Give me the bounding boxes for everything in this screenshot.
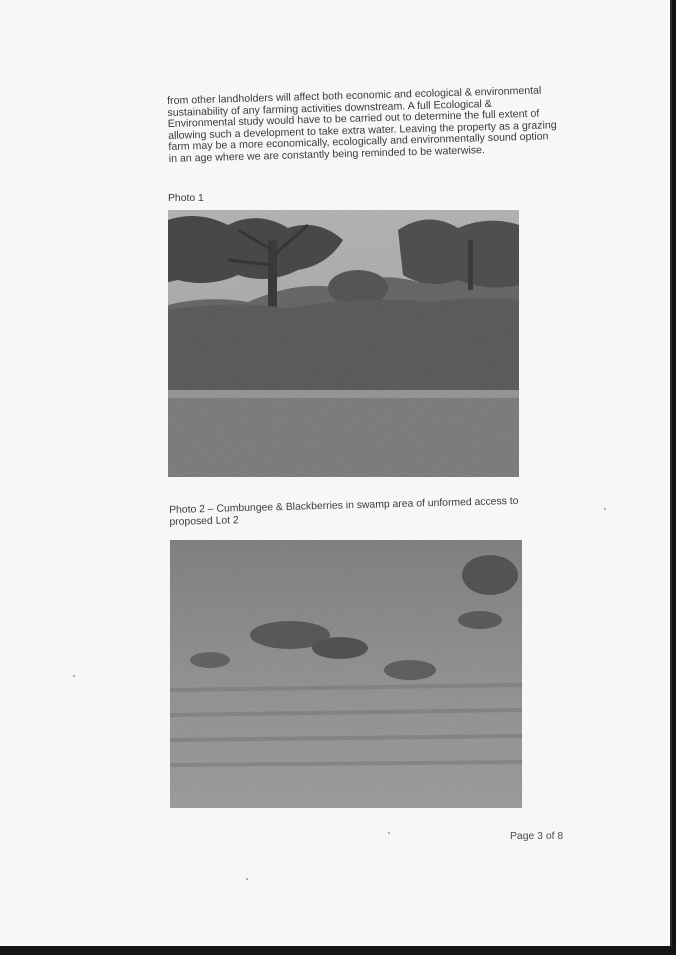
photo-1-caption: Photo 1 (168, 193, 204, 204)
photo-2-image (170, 540, 522, 808)
photo-2-caption: Photo 2 – Cumbungee & Blackberries in swamp area of unformed access to proposed Lot 2 (169, 495, 519, 528)
intro-paragraph: from other landholders will affect both economic and ecological & environmental sustainability of any farming activities downstream. A full Ecological & Environmental study would have to be carried out to determine the full extent of allowing such a development to take extra water. Leaving the property as a grazing farm may be a more economically, ecologically and environmentally sound option in an age where we are constantly being reminded to be waterwise. (166, 84, 557, 165)
page-number: Page 3 of 8 (510, 831, 564, 842)
scan-speck (604, 508, 606, 510)
scan-speck (246, 878, 248, 880)
photo-1-image (168, 210, 519, 477)
scan-speck (388, 832, 390, 834)
scan-speck (73, 675, 75, 677)
scan-edge (0, 946, 676, 955)
